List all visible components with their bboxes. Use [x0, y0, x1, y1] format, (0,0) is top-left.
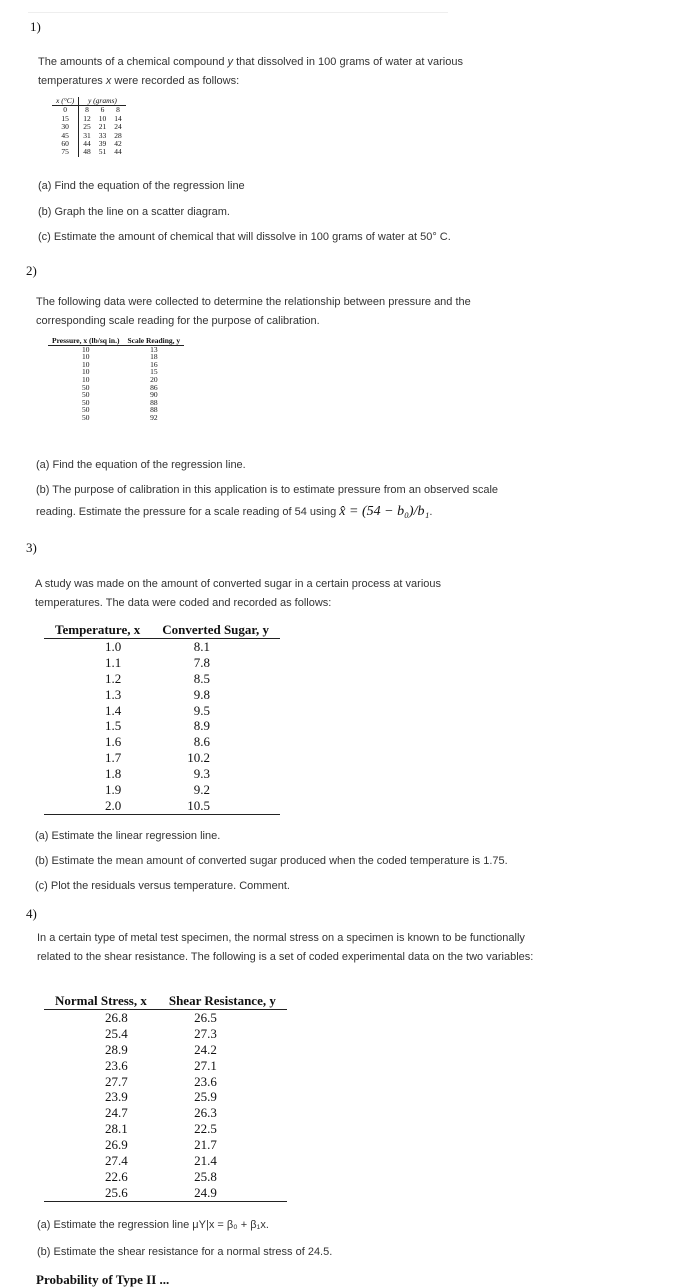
table-row	[48, 376, 184, 384]
table-cell: 21.4	[194, 1153, 217, 1169]
table-cell: 50	[81, 405, 90, 415]
table-row	[44, 750, 280, 766]
table-cell: 30	[52, 123, 79, 131]
table-cell: 25	[83, 122, 91, 132]
table-cell: 8	[85, 105, 89, 115]
table-cell: 10	[81, 352, 90, 362]
table-cell: 22.5	[194, 1121, 217, 1137]
var-y: y	[227, 56, 234, 68]
table-header-x: Normal Stress, x	[44, 993, 158, 1009]
question-4-table	[44, 993, 287, 1202]
question-3-intro: A study was made on the amount of converted sugar in a certain process at various temperatures. The data were coded and recorded as follows:	[35, 578, 442, 609]
table-cell: 86	[150, 382, 158, 392]
table-cell: 7.8	[193, 654, 210, 670]
table-row	[44, 1009, 287, 1025]
table-cell: 25.4	[105, 1025, 128, 1041]
question-1-part-c: (c) Estimate the amount of chemical that will dissolve in 100 grams of water at 50° C.	[38, 231, 451, 243]
calibration-formula: x̂ = (54 − b₀)/b₁	[339, 504, 430, 519]
table-row	[48, 391, 184, 399]
table-row	[44, 766, 280, 782]
table-row	[44, 1169, 287, 1185]
table-cell: 28	[114, 130, 122, 140]
table-row	[48, 406, 184, 414]
table-row	[44, 1074, 287, 1090]
table-row	[44, 655, 280, 671]
table-row	[52, 148, 126, 156]
table-row	[44, 638, 280, 654]
table-row	[48, 368, 184, 376]
table-cell: 1.7	[105, 750, 122, 766]
table-row	[44, 782, 280, 798]
question-3-number: 3)	[26, 540, 37, 555]
table-cell: 1.9	[105, 782, 122, 798]
table-cell: 25.6	[44, 1185, 158, 1201]
question-4-part-a: (a) Estimate the regression line μY|x = β₀ + β₁x.	[37, 1219, 269, 1231]
table-cell: 1.4	[105, 702, 122, 718]
question-3-table	[44, 622, 280, 815]
table-cell: 22.6	[105, 1168, 128, 1184]
question-3-part-b: (b) Estimate the mean amount of converted sugar produced when the coded temperature is 1.75.	[35, 855, 508, 867]
table-cell: 8	[116, 105, 120, 115]
question-1-intro: The amounts of a chemical compound y that dissolved in 100 grams of water at various temperatures x were recorded as follows:	[38, 56, 463, 87]
table-header-y: y (grams)	[79, 97, 126, 106]
table-cell: 8.9	[193, 718, 210, 734]
table-row	[44, 798, 280, 814]
table-cell: 10	[98, 113, 107, 123]
question-1-part-a: (a) Find the equation of the regression line	[38, 180, 245, 192]
table-cell: 90	[150, 390, 158, 400]
table-cell: 26.8	[105, 1009, 128, 1025]
table-cell: 23.6	[105, 1057, 128, 1073]
table-cell: 26.5	[194, 1009, 217, 1025]
table-row	[44, 671, 280, 687]
table-row	[44, 1153, 287, 1169]
question-4-table-body	[44, 1009, 287, 1201]
table-cell: 75	[52, 148, 79, 156]
question-2-part-b-line2: reading. Estimate the pressure for a scale reading of 54 using x̂ = (54 − b₀)/b₁.	[36, 504, 433, 519]
table-cell: 50	[81, 412, 90, 422]
table-cell: 25.9	[194, 1089, 217, 1105]
table-cell: 18	[150, 352, 158, 362]
table-row	[48, 345, 184, 353]
table-cell: 16	[150, 359, 158, 369]
table-cell: 0	[52, 106, 79, 115]
table-cell: 25.8	[194, 1168, 217, 1184]
question-2-part-b-line1: (b) The purpose of calibration in this application is to estimate pressure from an observed scale	[36, 484, 499, 496]
table-cell: 10	[81, 344, 90, 354]
table-cell: 9.3	[193, 766, 210, 782]
question-4-part-b: (b) Estimate the shear resistance for a normal stress of 24.5.	[37, 1246, 333, 1258]
table-cell: 50	[81, 382, 90, 392]
question-1-table	[52, 97, 126, 157]
table-cell: 24.7	[105, 1105, 128, 1121]
table-row	[44, 1026, 287, 1042]
table-cell: 24.9	[158, 1185, 287, 1201]
table-cell: 48	[83, 147, 91, 157]
table-cell: 88	[150, 405, 158, 415]
question-1-table-body	[52, 106, 126, 157]
table-cell: 26.9	[105, 1137, 128, 1153]
table-header-x: x (°C)	[52, 97, 79, 106]
table-row	[44, 687, 280, 703]
table-cell: 21.7	[194, 1137, 217, 1153]
table-cell: 15	[52, 115, 79, 123]
table-row	[44, 1058, 287, 1074]
table-cell: 10.2	[187, 750, 210, 766]
table-cell: 51	[98, 147, 107, 157]
table-cell: 1.6	[105, 734, 122, 750]
question-1-number: 1)	[30, 19, 41, 34]
table-row	[48, 361, 184, 369]
table-header-y: Converted Sugar, y	[151, 622, 280, 638]
question-2-table-body	[48, 345, 184, 421]
table-row	[48, 414, 184, 422]
table-cell: 1.2	[105, 670, 122, 686]
table-cell: 23.6	[194, 1073, 217, 1089]
question-2-table	[48, 337, 184, 422]
table-cell: 1.0	[105, 638, 122, 654]
table-cell: 27.4	[105, 1153, 128, 1169]
question-4-number: 4)	[26, 906, 37, 921]
table-cell: 1.1	[105, 654, 122, 670]
table-row	[44, 1089, 287, 1105]
table-row	[44, 703, 280, 719]
table-cell: 92	[150, 412, 158, 422]
table-cell: 10	[81, 359, 90, 369]
table-cell: 24	[114, 122, 122, 132]
question-1-part-b: (b) Graph the line on a scatter diagram.	[38, 206, 230, 218]
table-cell: 45	[52, 132, 79, 140]
table-cell: 2.0	[44, 798, 151, 814]
table-header-x: Temperature, x	[44, 622, 151, 638]
table-cell: 6	[100, 105, 105, 115]
table-cell: 20	[150, 374, 158, 384]
table-row	[44, 1121, 287, 1137]
table-cell: 44	[83, 139, 91, 149]
table-cell: 9.2	[193, 782, 210, 798]
table-cell: 24.2	[194, 1041, 217, 1057]
table-cell: 8.5	[193, 670, 210, 686]
table-cell: 88	[150, 397, 158, 407]
table-row	[48, 384, 184, 392]
table-cell: 27.7	[105, 1073, 128, 1089]
table-row	[44, 1137, 287, 1153]
table-header-y: Scale Reading, y	[123, 337, 184, 345]
table-row	[44, 1042, 287, 1058]
table-cell: 10	[81, 374, 90, 384]
table-cell: 50	[81, 397, 90, 407]
question-3-part-a: (a) Estimate the linear regression line.	[35, 830, 221, 842]
table-cell: 26.3	[194, 1105, 217, 1121]
var-x: x	[105, 75, 112, 87]
table-cell: 9.5	[193, 702, 210, 718]
table-row	[44, 718, 280, 734]
table-row	[44, 1185, 287, 1201]
question-2-intro: The following data were collected to determine the relationship between pressure and the corresponding scale reading for the purpose of calibration.	[36, 296, 471, 327]
table-cell: 27.3	[194, 1025, 217, 1041]
table-cell: 31	[83, 130, 91, 140]
question-2-part-a: (a) Find the equation of the regression line.	[36, 459, 246, 471]
table-cell: 50	[81, 390, 90, 400]
table-cell: 10	[81, 367, 90, 377]
table-cell: 8.6	[193, 734, 210, 750]
table-cell: 21	[98, 122, 107, 132]
table-cell: 28.9	[105, 1041, 128, 1057]
next-section-heading-cut: Probability of Type II ...	[36, 1272, 170, 1287]
table-cell: 8.1	[193, 638, 210, 654]
table-cell: 9.8	[193, 686, 210, 702]
top-divider	[28, 12, 448, 13]
table-cell: 1.5	[105, 718, 122, 734]
table-row	[48, 353, 184, 361]
table-cell: 1.3	[105, 686, 122, 702]
question-3-table-body	[44, 638, 280, 814]
question-4-intro: In a certain type of metal test specimen, the normal stress on a specimen is known to be functionally related to the shear resistance. The following is a set of coded experimental data on the two variables:	[37, 932, 534, 963]
table-cell: 23.9	[105, 1089, 128, 1105]
table-cell: 33	[98, 130, 107, 140]
table-cell: 15	[150, 367, 158, 377]
table-cell: 12	[83, 113, 91, 123]
table-cell: 42	[114, 139, 122, 149]
table-header-x: Pressure, x (lb/sq in.)	[48, 337, 123, 345]
question-3-part-c: (c) Plot the residuals versus temperature. Comment.	[35, 880, 290, 892]
table-cell: 39	[98, 139, 107, 149]
table-cell: 60	[52, 140, 79, 148]
table-cell: 14	[114, 113, 122, 123]
table-cell: 10.5	[151, 798, 280, 814]
table-cell: 28.1	[105, 1121, 128, 1137]
table-cell: 13	[150, 344, 158, 354]
table-cell: 1.8	[105, 766, 122, 782]
table-header-y: Shear Resistance, y	[158, 993, 287, 1009]
table-cell: 44	[114, 147, 122, 157]
table-cell: 27.1	[194, 1057, 217, 1073]
question-2-number: 2)	[26, 263, 37, 278]
table-row	[44, 1105, 287, 1121]
table-row	[48, 399, 184, 407]
table-row	[44, 734, 280, 750]
